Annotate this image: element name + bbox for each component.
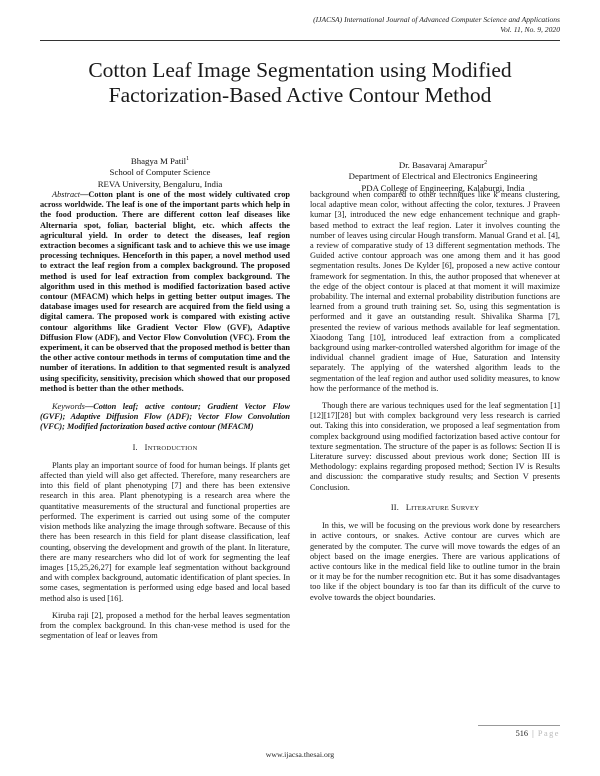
abstract-text: —Cotton plant is one of the most widely cultivated crop across worldwide. The leaf is one of the important parts which help in the food production. There are different cotton leaf diseases like Alternaria spot, foliar, bacterial blight, etc. which affects the agricultural yield. In order to detect the diseases, leaf region extraction becomes a significant task and to achieve this we use image processing techniques. Henceforth in this paper, a novel method used to extract the leaf region from a complex background. The proposed method is used for leaf extraction from complex background. The algorithm used in this method is modified factorization based active contour (MFACM) which helps in getting better output images. The database images used for research are acquired from the field using a digital camera. The proposed work is compared with existing active contour algorithms like Gradient Vector Flow (GVF), Adaptive Diffusion Flow (ADF), and Vector Flow Convolution (VFC). From the experiment, it can be observed that the proposed method is better than the other active contour methods in terms of computation time and the number of iterations. In addition to that segmented result is analyzed using specificity, sensitivity, precision which showed that our proposed method is better than the other methods. [40,190,290,393]
literature-paragraph-1: In this, we will be focusing on the previous work done by researchers in active contours, or snakes. Active contour are curves which are generated by the computer. The curve will move towards the edges of an object based on the image energies. There are various applications of active contours like in the medical field like to outline tumor in the brain or it may be for the number recognition etc. But it has some disadvantages too like if the object boundary is too far than its difficult of the curve to evolve towards the object boundaries. [310,521,560,602]
intro-paragraph-1: Plants play an important source of food for human beings. If plants get affected than yield will also get affected. Therefore, many researchers are into this field of plant phenotyping [7] and there has been extensive research in this area. Plant phenotyping is a research area where the quantitative measurements of the structural and functional properties are performed. The experiment is carried out using some of the computer vision methods like analyzing the image through software. Because of this there has been research in this field for plant disease classification, leaf counting, observing the development and growth of the plant. In literature, there are many researchers who did lot of work for segmenting the leaf images [15,25,26,27] for example leaf segmentation without background and with complex background, automatic identification of plant species. In some cases, segmentation is performed using edge based and local based method also is used [16]. [40,460,290,603]
author-affil-1b: REVA University, Bengaluru, India [97,178,223,189]
keywords-label: Keywords [52,402,85,412]
author-block-2 [318,158,568,194]
intro-paragraph-2: Kiruba raji [2], proposed a method for the herbal leaves segmentation from the complex background. In this chan-vese method is used for the segmentation of leaf or leaves from [40,610,290,641]
header-rule [40,40,560,41]
paper-title [40,58,560,108]
abstract [40,190,290,394]
author-block-1 [60,154,260,190]
journal-name: (IJACSA) International Journal of Advanced Computer Science and Applications [313,15,560,24]
author-name-2: Dr. Basavaraj Amarapur$^2$ [398,159,488,170]
footer-url[interactable]: www.ijacsa.thesai.org [265,750,335,759]
footer-rule [478,725,560,726]
abstract-label: Abstract [52,190,81,199]
right-paragraph-1: background when compared to other techniques like k means clustering, local adaptive mean color, without affecting the color, textures. J Praveen kumar [3], introduced the new edge enhancement technique and graph-based method to extract the leaf region. Later it involves counting the number of leaves using circular Hough transform. Manual Grand et al. [4], a review of comparative study of 13 different segmentation methods. The Guided active contour approach was one among them and it has good segmentation results. Jones De Kylder [6], proposed a new active contour framework for segmentation. In this, the author proposed that whenever at the edge of the object contour is placed at that moment it will maximize probability. The internal and external probability distribution functions are learned from a ground truth training set. So, using this segmentation is performed and it gave an outstanding result. Shivalika Sharma [7], presented the review of various methods available for leaf segmentation. Xiaodong Tang [10], introduced leaf extraction from a complicated background using marker-controlled watershed algorithm for image of the individual channel gradient image of Hue, Saturation and Intensity separately. The applying of the watershed algorithm leads to the segmentation of the leaf region and author used solidity measures, to know how the performance of the method is. [310,190,560,393]
keywords [40,402,290,433]
left-column [40,190,290,641]
author-name-1: Bhagya M Patil$^1$ [130,155,190,166]
page-separator: | [532,729,534,738]
section-heading-literature-survey: II. LITERATURE SURVEY [390,502,480,512]
page-number: 516 [515,729,529,738]
author-affil-2a: Department of Electrical and Electronics Engineering [348,171,538,182]
keywords-text: —Cotton leaf; active contour; Gradient Vector Flow (GVF); Adaptive Diffusion Flow (ADF); Vector Flow Convolution (VFC); Modified factorization based active contour (MFACM) [40,402,290,432]
title-line-1: Cotton Leaf Image Segmentation using Modified [88,58,512,82]
author-affil-1a: School of Computer Science [109,167,211,178]
journal-header [313,15,560,35]
journal-volume: Vol. 11, No. 9, 2020 [500,25,560,34]
title-line-2: Factorization-Based Active Contour Method [108,83,492,107]
section-heading-introduction: I. INTRODUCTION [132,442,198,452]
right-paragraph-2: Though there are various techniques used for the leaf segmentation [1][12][17][28] but with complex background very less research is carried out. Taking this into consideration, we proposed a leaf segmentation from complex background using modified factorization based active contour for texture segmentation. The structure of the paper is as follows: Section II is Literature survey: discussed about previous work done; Section III is Methodology: explains regarding proposed method; Section IV is Results and discussion: the comparative study results; and Section V presents Conclusion. [310,401,560,492]
right-column [310,190,560,603]
page-number-block [516,729,560,738]
author-affil-2b: PDA College of Engineering, Kalaburgi, India [361,182,525,193]
page-word: Page [537,729,560,738]
